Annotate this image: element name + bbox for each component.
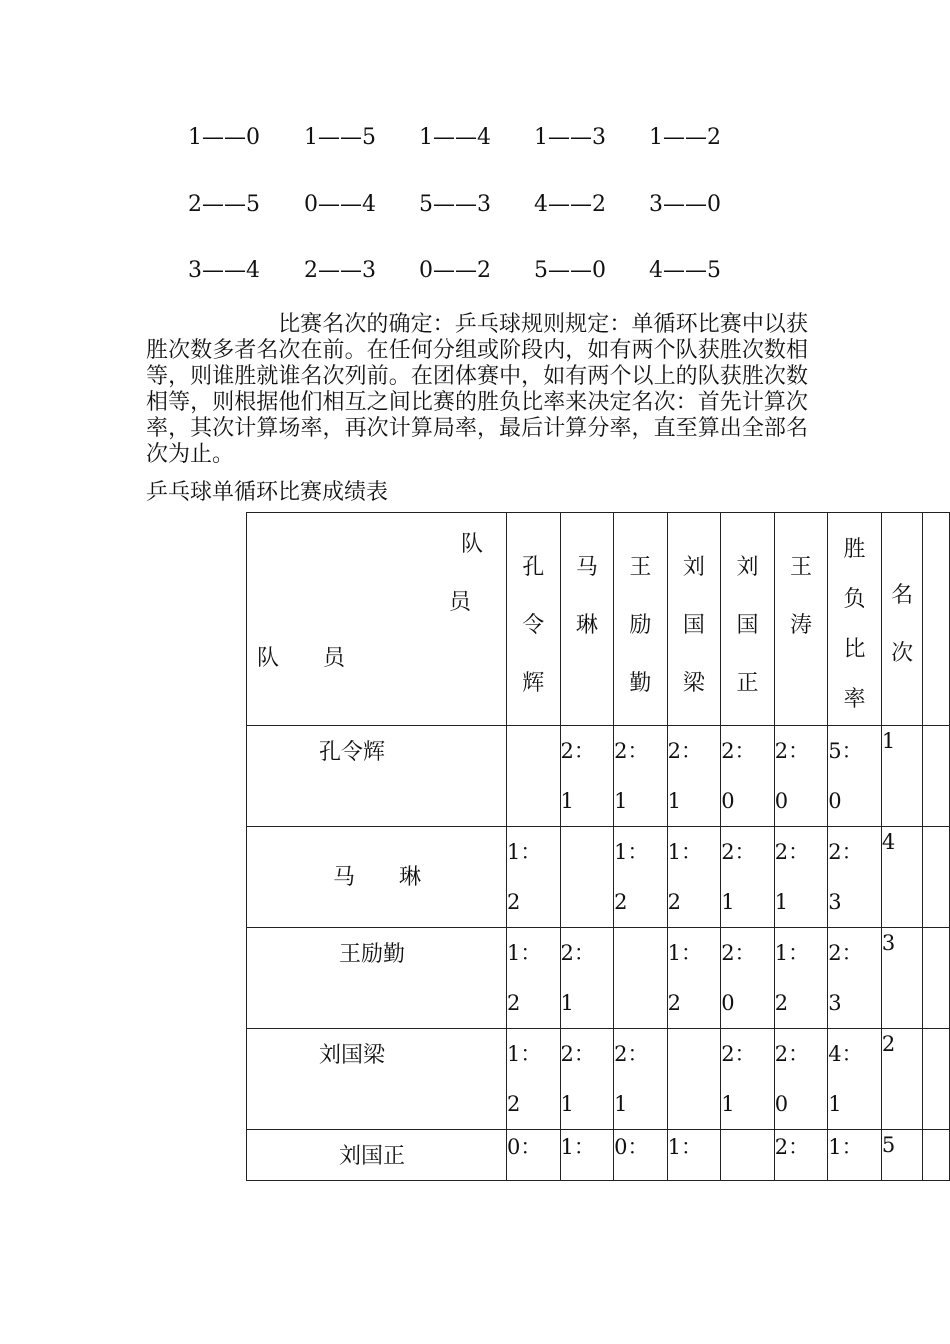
player-name-cell (247, 1029, 507, 1130)
column-header (774, 513, 835, 726)
corner-label-bottom: 队 员 (257, 646, 346, 671)
column-header (507, 513, 561, 726)
player-name: 马 琳 (333, 865, 422, 890)
score-cell: 1： (667, 1130, 721, 1181)
score-cell: 2： 0 (721, 726, 775, 827)
table-row (247, 928, 950, 1029)
pairing: 1——3 (534, 125, 606, 150)
score-cell: 2： 0 (774, 726, 828, 827)
column-header (667, 513, 721, 726)
score-cell: 2： 1 (560, 726, 614, 827)
score-cell (667, 1029, 721, 1130)
column-header (560, 513, 620, 726)
corner-label-top-b: 员 (449, 590, 472, 615)
pairing: 0——4 (304, 192, 376, 217)
ratio-cell: 5： 0 (828, 726, 882, 827)
pairing: 1——0 (188, 125, 260, 150)
ratio-cell: 1： (828, 1130, 882, 1181)
pairing: 0——2 (419, 258, 491, 283)
player-name-cell (247, 726, 507, 827)
table-title: 乒乓球单循环比赛成绩表 (146, 480, 389, 505)
rank-cell: 2 (881, 1029, 923, 1130)
ratio-cell: 4： 1 (828, 1029, 882, 1130)
column-header-label: 刘国正 (736, 555, 759, 696)
rank-cell: 3 (881, 928, 923, 1029)
table-row (247, 1029, 950, 1130)
player-name: 刘国梁 (319, 1043, 386, 1068)
pairing: 5——0 (534, 258, 606, 283)
score-cell: 2： 1 (721, 1029, 775, 1130)
header-row (247, 513, 950, 726)
pairing: 3——0 (649, 192, 721, 217)
score-cell: 1： 2 (507, 827, 561, 928)
column-header-label: 王励勤 (629, 555, 652, 696)
paragraph-text: 比赛名次的确定：乒乓球规则规定：单循环比赛中以获胜次数多者名次在前。在任何分组或阶段内，如有两个队获胜次数相等，则谁胜就谁名次列前。在团体赛中，如有两个以上的队获胜次数相等，则根据他们相互之间比赛的胜负比率来决定名次：首先计算次率，其次计算场率，再次计算局率，最后计算分率，直至算出全部名次为止。 (146, 312, 808, 467)
score-cell: 1： 2 (614, 827, 668, 928)
score-cell (721, 1130, 775, 1181)
cut-off-column (923, 513, 950, 726)
score-cell: 2： 1 (614, 726, 668, 827)
score-cell: 1： 2 (507, 928, 561, 1029)
column-header-label: 孔令辉 (522, 555, 545, 696)
ratio-cell: 2： 3 (828, 928, 882, 1029)
player-name-cell (247, 928, 507, 1029)
pairing: 3——4 (188, 258, 260, 283)
score-cell: 2： 1 (560, 928, 614, 1029)
player-name: 孔令辉 (319, 740, 386, 765)
cut-off-cell (923, 827, 950, 928)
score-cell (560, 827, 614, 928)
ratio-cell: 2： 3 (828, 827, 882, 928)
score-cell (507, 726, 561, 827)
table-row (247, 726, 950, 827)
pairing: 2——5 (188, 192, 260, 217)
player-name: 刘国正 (339, 1144, 406, 1169)
score-cell: 0： (614, 1130, 668, 1181)
score-cell: 2： 1 (667, 726, 721, 827)
score-cell: 2： 1 (721, 827, 775, 928)
player-name-cell (247, 1130, 507, 1181)
pairing: 4——5 (649, 258, 721, 283)
score-cell: 1： 2 (667, 928, 721, 1029)
column-header-label: 刘国梁 (682, 555, 705, 696)
rank-header-label: 名次 (891, 583, 914, 666)
rank-cell: 5 (881, 1130, 923, 1181)
corner-label-top-a: 队 (461, 532, 484, 557)
cut-off-cell (923, 1130, 950, 1181)
pairing: 5——3 (419, 192, 491, 217)
corner-header (247, 513, 507, 726)
score-cell: 2： (774, 1130, 828, 1181)
player-name: 王励勤 (339, 942, 406, 967)
rank-header (881, 513, 923, 726)
score-cell (614, 928, 668, 1029)
score-table (246, 512, 950, 1181)
ratio-header-label: 胜负比率 (843, 537, 866, 712)
score-cell: 2： 0 (774, 1029, 828, 1130)
pairing: 1——5 (304, 125, 376, 150)
score-cell: 1： 2 (667, 827, 721, 928)
score-cell: 1： (560, 1130, 614, 1181)
table-row (247, 1130, 950, 1181)
pairing: 2——3 (304, 258, 376, 283)
rank-cell: 4 (881, 827, 923, 928)
pairing: 4——2 (534, 192, 606, 217)
score-cell: 0： (507, 1130, 561, 1181)
pairing: 1——2 (649, 125, 721, 150)
rank-cell: 1 (881, 726, 923, 827)
score-cell: 2： 1 (560, 1029, 614, 1130)
ratio-header (828, 513, 882, 726)
score-cell: 2： 1 (614, 1029, 668, 1130)
column-header-label: 马 琳 (575, 555, 620, 638)
column-header (614, 513, 668, 726)
score-cell: 2： 0 (721, 928, 775, 1029)
pairing: 1——4 (419, 125, 491, 150)
cut-off-cell (923, 1029, 950, 1130)
ranking-rule-paragraph (146, 312, 808, 468)
player-name-cell (247, 827, 507, 928)
table-row (247, 827, 950, 928)
score-cell: 1： 2 (507, 1029, 561, 1130)
score-cell: 2： 1 (774, 827, 828, 928)
column-header-label: 王 涛 (790, 555, 835, 638)
score-cell: 1： 2 (774, 928, 828, 1029)
cut-off-cell (923, 928, 950, 1029)
cut-off-cell (923, 726, 950, 827)
column-header (721, 513, 775, 726)
